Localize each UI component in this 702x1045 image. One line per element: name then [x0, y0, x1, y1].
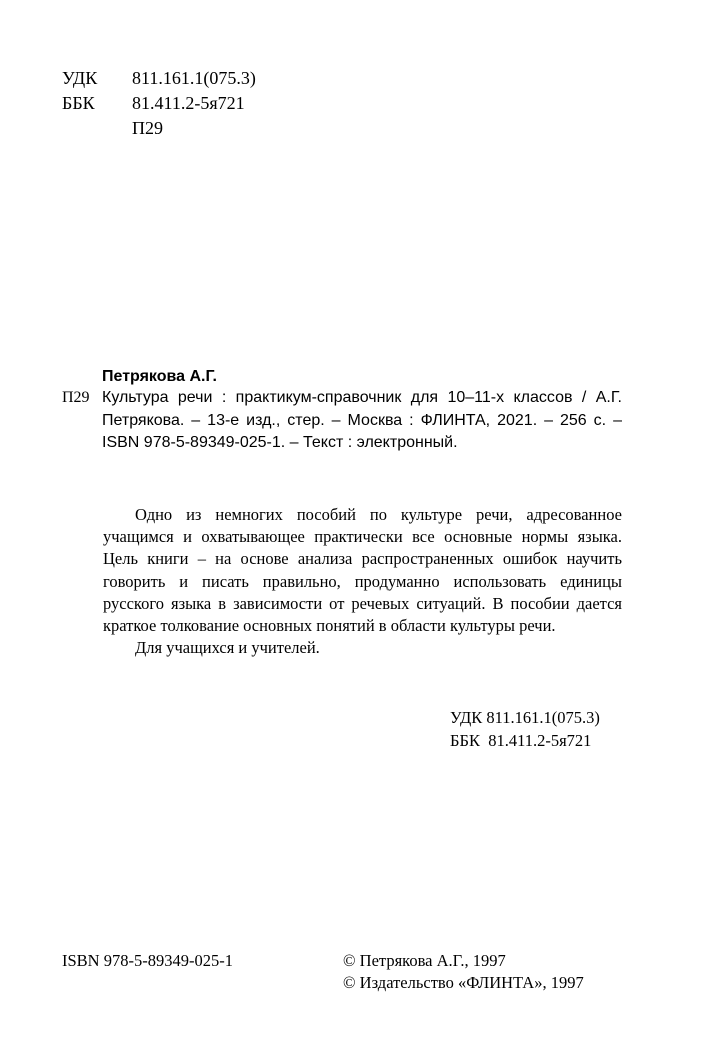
- udk-row: [62, 66, 256, 91]
- top-classification-codes: [62, 66, 256, 141]
- author-mark-row: [62, 116, 256, 141]
- copyright-author: © Петрякова А.Г., 1997: [343, 951, 506, 970]
- catalog-description: Культура речи : практикум-справочник для 10–11-х классов / А.Г. Петрякова. – 13-е изд., стер. – Москва : ФЛИНТА, 2021. – 256 с. – ISBN 978-5-89349-025-1. – Текст : электронный.: [102, 389, 622, 451]
- bbk-label: ББК: [62, 93, 95, 113]
- copyright-publisher: © Издательство «ФЛИНТА», 1997: [343, 973, 584, 992]
- bbk-row: [62, 91, 256, 116]
- udk-label: УДК: [62, 68, 98, 88]
- bottom-udk: УДК 811.161.1(075.3): [450, 708, 600, 727]
- copyright-block: [343, 950, 584, 994]
- audience-note: Для учащихся и учителей.: [135, 638, 320, 658]
- catalog-record: [62, 367, 622, 455]
- udk-value: 811.161.1(075.3): [132, 68, 256, 88]
- isbn-line: ISBN 978-5-89349-025-1: [62, 951, 233, 970]
- bbk-value: 81.411.2-5я721: [132, 93, 245, 113]
- author-mark: П29: [132, 118, 163, 138]
- catalog-author: Петрякова А.Г.: [102, 368, 217, 385]
- catalog-entry: [62, 387, 622, 455]
- annotation-paragraph: Одно из немногих пособий по культуре речи, адресованное учащимся и охватывающее практически все основные нормы языка. Цель книги – на основе анализа распространенных ошибок научить говорить и писать правильно, продуманно использовать единицы русского языка в зависимости от речевых ситуаций. В пособии дается краткое толкование основных понятий в области культуры речи.: [103, 505, 622, 636]
- bottom-classification-codes: [450, 706, 600, 752]
- annotation: [103, 504, 622, 659]
- bottom-bbk: ББК 81.411.2-5я721: [450, 731, 592, 750]
- catalog-code: П29: [62, 389, 90, 406]
